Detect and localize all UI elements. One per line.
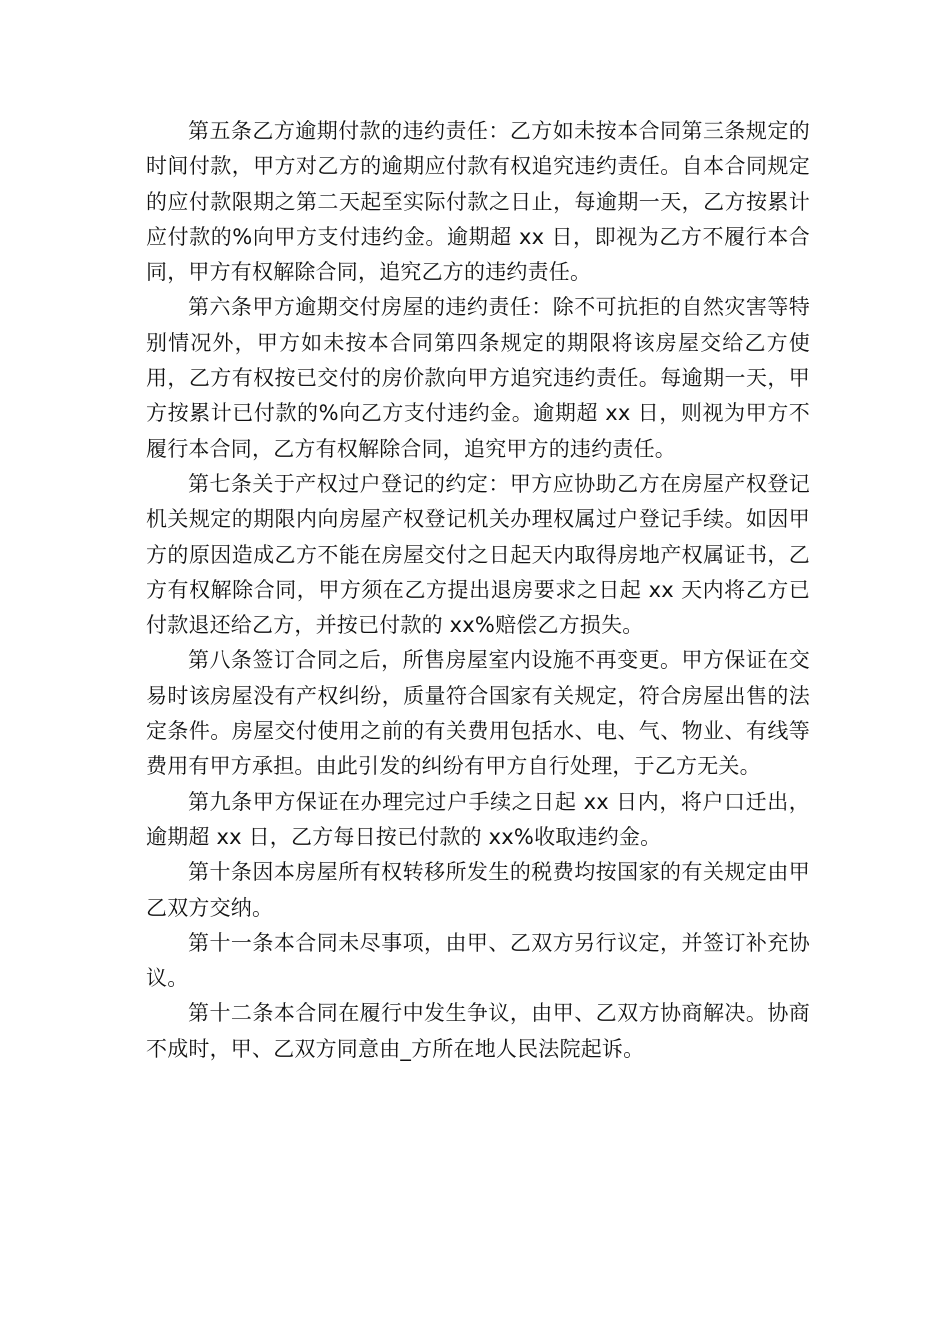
clause-12-paragraph: 第十二条本合同在履行中发生争议，由甲、乙双方协商解决。协商不成时，甲、乙双方同意由_方所在地人民法院起诉。 bbox=[146, 1001, 810, 1061]
clause-6-paragraph: 第六条甲方逾期交付房屋的违约责任：除不可抗拒的自然灾害等特别情况外，甲方如未按本合同第四条规定的期限将该房屋交给乙方使用，乙方有权按已交付的房价款向甲方追究违约责任。每逾期一天，甲方按累计已付款的%向乙方支付违约金。逾期超 xx 日，则视为甲方不履行本合同，乙方有权解除合同，追究甲方的违约责任。 bbox=[146, 295, 810, 461]
clause-11-paragraph: 第十一条本合同未尽事项，由甲、乙双方另行议定，并签订补充协议。 bbox=[146, 930, 810, 991]
clause-5-paragraph: 第五条乙方逾期付款的违约责任：乙方如未按本合同第三条规定的时间付款，甲方对乙方的逾期应付款有权追究违约责任。自本合同规定的应付款限期之第二天起至实际付款之日止，每逾期一天，乙方按累计应付款的%向甲方支付违约金。逾期超 xx 日，即视为乙方不履行本合同，甲方有权解除合同，追究乙方的违约责任。 bbox=[146, 119, 810, 285]
clause-7-paragraph: 第七条关于产权过户登记的约定：甲方应协助乙方在房屋产权登记机关规定的期限内向房屋产权登记机关办理权属过户登记手续。如因甲方的原因造成乙方不能在房屋交付之日起天内取得房地产权属证书，乙方有权解除合同，甲方须在乙方提出退房要求之日起 xx 天内将乙方已付款退还给乙方，并按已付款的 xx%赔偿乙方损失。 bbox=[146, 471, 810, 638]
clause-9-paragraph: 第九条甲方保证在办理完过户手续之日起 xx 日内，将户口迁出，逾期超 xx 日，乙方每日按已付款的 xx%收取违约金。 bbox=[146, 789, 810, 849]
clause-8-paragraph: 第八条签订合同之后，所售房屋室内设施不再变更。甲方保证在交易时该房屋没有产权纠纷，质量符合国家有关规定，符合房屋出售的法定条件。房屋交付使用之前的有关费用包括水、电、气、物业、有线等费用有甲方承担。由此引发的纠纷有甲方自行处理，于乙方无关。 bbox=[146, 648, 810, 779]
document-body bbox=[146, 114, 810, 1067]
clause-10-paragraph: 第十条因本房屋所有权转移所发生的税费均按国家的有关规定由甲乙双方交纳。 bbox=[146, 860, 810, 920]
